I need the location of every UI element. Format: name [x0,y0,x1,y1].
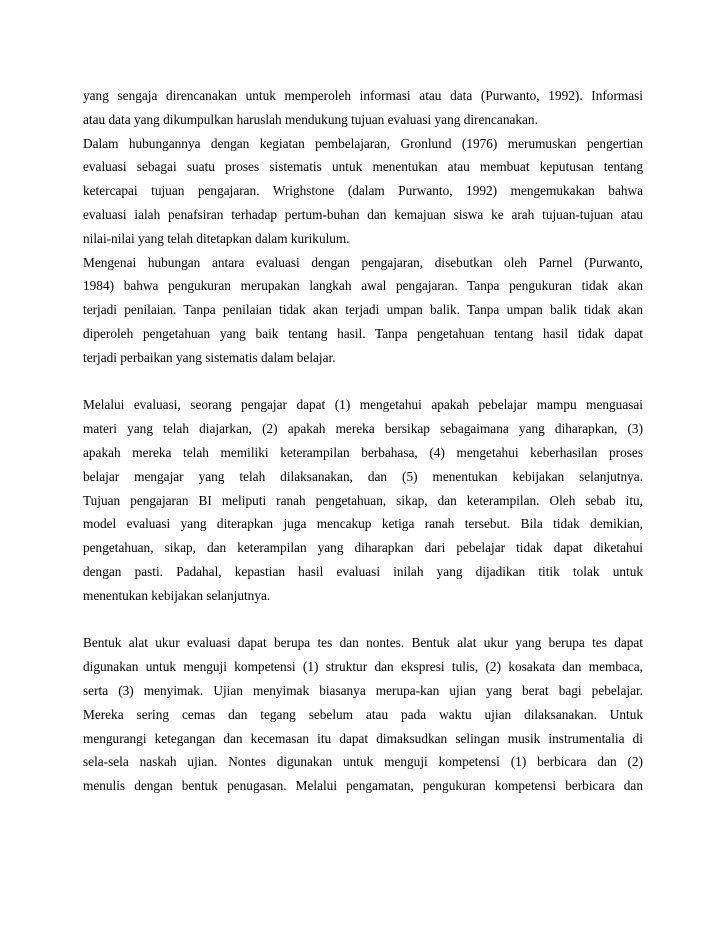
paragraph-3 [83,251,643,370]
paragraph-spacer [83,370,643,394]
paragraph-1 [83,84,643,132]
text-line: belajar mengajar yang telah dilaksanakan, dan (5) menentukan kebijakan selanjutnya. [83,468,643,484]
text-line: Dalam hubungannya dengan kegiatan pembelajaran, Gronlund (1976) merumuskan pengertian [83,135,643,151]
text-line: pengetahuan, sikap, dan keterampilan yang diharapkan dari pebelajar tidak dapat diketahui [83,540,643,556]
paragraph-spacer [83,608,643,632]
paragraph-4 [83,393,643,607]
text-line: evaluasi sebagai suatu proses sistematis untuk menentukan atau membuat keputusan tentang [83,159,643,175]
text-line: materi yang telah diajarkan, (2) apakah mereka bersikap sebagaimana yang diharapkan, (3) [83,421,643,437]
text-line: apakah mereka telah memiliki keterampilan berbahasa, (4) mengetahui keberhasilan proses [83,444,643,460]
text-line: terjadi perbaikan yang sistematis dalam belajar. [83,349,336,365]
text-line: digunakan untuk menguji kompetensi (1) struktur dan ekspresi tulis, (2) kosakata dan membaca, [83,659,643,675]
paragraph-5 [83,631,643,798]
text-line: menentukan kebijakan selanjutnya. [83,587,271,603]
text-line: 1984) bahwa pengukuran merupakan langkah awal pengajaran. Tanpa pengukuran tidak akan [83,278,643,294]
text-line: nilai-nilai yang telah ditetapkan dalam kurikulum. [83,230,350,246]
text-line: diperoleh pengetahuan yang baik tentang hasil. Tanpa pengetahuan tentang hasil tidak dapat [83,325,643,341]
text-line: evaluasi ialah penafsiran terhadap pertum-buhan dan kemajuan siswa ke arah tujuan-tujuan atau [83,206,643,222]
text-line: menulis dengan bentuk penugasan. Melalui pengamatan, pengukuran kompetensi berbicara dan [83,778,643,794]
text-line: ketercapai tujuan pengajaran. Wrighstone (dalam Purwanto, 1992) mengemukakan bahwa [83,183,643,199]
text-line: dengan pasti. Padahal, kepastian hasil evaluasi inilah yang dijadikan titik tolak untuk [83,563,643,579]
text-line: model evaluasi yang diterapkan juga mencakup ketiga ranah tersebut. Bila tidak demikian, [83,516,643,532]
text-line: yang sengaja direncanakan untuk memperoleh informasi atau data (Purwanto, 1992). Informasi [83,88,643,103]
document-page [83,84,643,798]
text-line: sela-sela naskah ujian. Nontes digunakan untuk menguji kompetensi (1) berbicara dan (2) [83,754,643,770]
paragraph-2 [83,132,643,251]
text-line: Bentuk alat ukur evaluasi dapat berupa tes dan nontes. Bentuk alat ukur yang berupa tes dapat [83,635,643,651]
text-line: atau data yang dikumpulkan haruslah mendukung tujuan evaluasi yang direncanakan. [83,111,538,127]
text-line: terjadi penilaian. Tanpa penilaian tidak akan terjadi umpan balik. Tanpa umpan balik tidak akan [83,302,643,318]
text-line: Mereka sering cemas dan tegang sebelum atau pada waktu ujian dilaksanakan. Untuk [83,706,643,722]
text-line: serta (3) menyimak. Ujian menyimak biasanya merupa-kan ujian yang berat bagi pebelajar. [83,682,643,698]
text-line: Tujuan pengajaran BI meliputi ranah pengetahuan, sikap, dan keterampilan. Oleh sebab itu, [83,492,643,508]
text-line: Mengenai hubungan antara evaluasi dengan pengajaran, disebutkan oleh Parnel (Purwanto, [83,254,643,270]
text-line: mengurangi ketegangan dan kecemasan itu dapat dimaksudkan selingan musik instrumentalia di [83,730,643,746]
text-line: Melalui evaluasi, seorang pengajar dapat (1) mengetahui apakah pebelajar mampu menguasai [83,397,643,413]
